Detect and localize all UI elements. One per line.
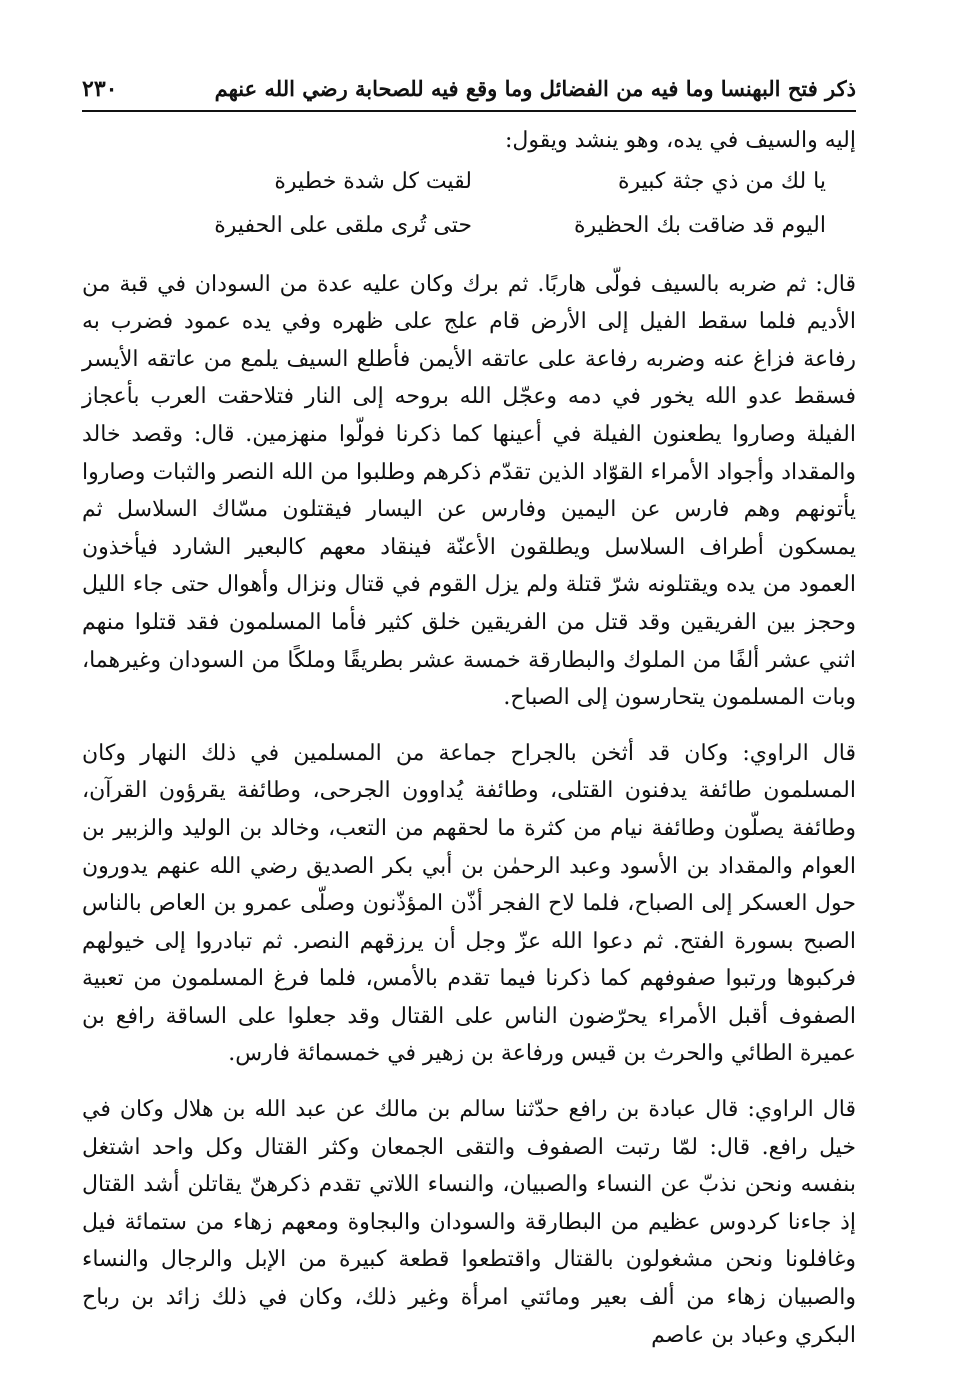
paragraph: قال: ثم ضربه بالسيف فولّى هاربًا. ثم برك وكان عليه عدة من السودان في قبة من الأديم فلما سقط الفيل إلى الأرض قام علج على ظهره وفي يده عمود فضرب به رفاعة فزاغ عنه وضربه رفاعة على عاتقه الأيمن فأطلع السيف يلمع من عاتقه الأيسر فسقط عدو الله يخور في دمه وعجّل الله بروحه إلى النار فتلاحقت العرب بأعجاز الفيلة وصاروا يطعنون الفيلة في أعينها كما ذكرنا فولّوا منهزمين. قال: وقصد خالد والمقداد وأجواد الأمراء القوّاد الذين تقدّم ذكرهم وطلبوا من الله النصر والثبات وصاروا يأتونهم وهم فارس عن اليمين وفارس عن اليسار فيقتلون مسّاك السلاسل ثم يمسكون أطراف السلاسل ويطلقون الأعنّة فينقاد معهم كالبعير الشارد فيأخذون العمود من يده ويقتلونه شرّ قتلة ولم يزل القوم في قتال ونزال وأهوال حتى جاء الليل وحجز بين الفريقين وقد قتل من الفريقين خلق كثير فأما المسلمون فقد قتلوا منهم اثني عشر ألفًا من الملوك والبطارقة خمسة عشر بطريقًا وملكًا من السودان وغيرهما، وبات المسلمون يتحارسون إلى الصباح. — [82, 271, 856, 711]
verse-first-hemistich: يا لك من ذي جثة كبيرة — [617, 168, 826, 194]
page-number: ٢٣٠ — [82, 76, 118, 102]
intro-line: إليه والسيف في يده، وهو ينشد ويقول: — [504, 128, 856, 153]
paragraph: قال الراوي: قال عبادة بن رافع حدّثنا سالم بن مالك عن عبد الله بن هلال وكان في خيل رافع. قال: لمّا رتبت الصفوف والتقى الجمعان وكثر القتال وكل واحد اشتغل بنفسه ونحن نذبّ عن النساء والصبيان، والنساء اللاتي تقدم ذكرهنّ يقاتلن أشد القتال إذ جاءنا كردوس عظيم من البطارقة والسودان والبجاوة ومعهم زهاء من ستمائة فيل وغافلونا ونحن مشغولون بالقتال واقتطعوا قطعة كبيرة من الإبل والرجال والنساء والصبيان زهاء من ألف بعير ومائتي امرأة وغير ذلك، وكان في ذلك زائد بن رباح البكري وعباد بن عاصم — [82, 1097, 856, 1348]
paragraph-gap — [82, 1073, 856, 1091]
paragraph: قال الراوي: وكان قد أثخن بالجراح جماعة من المسلمين في ذلك النهار وكان المسلمون طائفة يدفنون القتلى، وطائفة يُداوون الجرحى، وطائفة يقرؤون القرآن، وطائفة يصلّون وطائفة نيام من كثرة ما لحقهم من التعب، وخالد بن الوليد والزبير بن العوام والمقداد بن الأسود وعبد الرحمٰن بن أبي بكر الصديق رضي الله عنهم يدورون حول العسكر إلى الصباح، فلما لاح الفجر أذّن المؤذّنون وصلّى عمرو بن العاص بالناس الصبح بسورة الفتح. ثم دعوا الله عزّ وجل أن يرزقهم النصر. ثم تبادروا إلى خيولهم فركبوها ورتبوا صفوفهم كما ذكرنا فيما تقدم بالأمس، فلما فرغ المسلمون من تعبية الصفوف أقبل الأمراء يحرّضون الناس على القتال وقد جعلوا على الساقة رافع بن عميرة الطائي والحرث بن قيس ورفاعة بن زهير في خمسمائة فارس. — [82, 740, 857, 1067]
running-title: ذكر فتح البهنسا وما فيه من الفضائل وما وقع فيه للصحابة رضي الله عنهم — [214, 76, 856, 101]
verse-line — [82, 160, 856, 204]
header-rule — [82, 110, 856, 112]
verse-first-hemistich: اليوم قد ضاقت بك الحظيرة — [573, 212, 826, 238]
paragraph-gap — [82, 248, 856, 266]
verse-line — [82, 204, 856, 248]
paragraph-gap — [82, 717, 856, 735]
verse-second-hemistich: لقيت كل شدة خطيرة — [274, 168, 472, 194]
verse-second-hemistich: حتى تُرى ملقى على الحفيرة — [214, 212, 472, 238]
page-header — [82, 72, 856, 108]
page-body — [82, 122, 856, 1354]
